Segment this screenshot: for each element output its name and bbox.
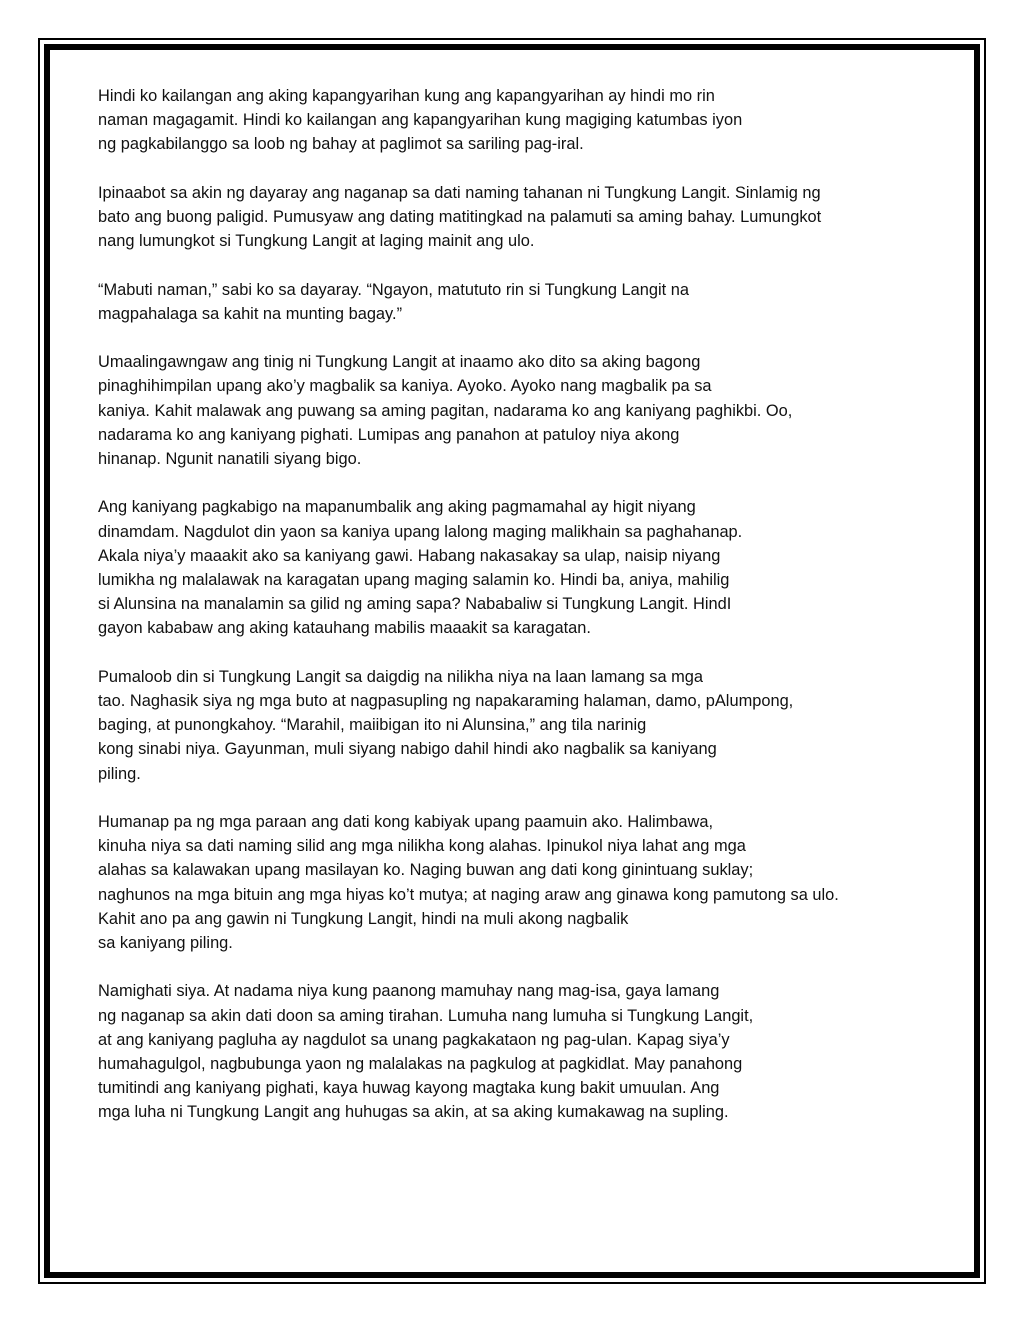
- text-line: Umaalingawngaw ang tinig ni Tungkung Langit at inaamo ako dito sa aking bagong: [98, 353, 701, 372]
- text-line: magpahalaga sa kahit na munting bagay.”: [98, 304, 403, 323]
- text-line: Akala niya’y maaakit ako sa kaniyang gawi. Habang nakasakay sa ulap, naisip niyang: [98, 546, 721, 565]
- text-line: naghunos na mga bituin ang mga hiyas ko’t mutya; at naging araw ang ginawa kong pamutong sa ulo.: [98, 885, 839, 904]
- text-line: alahas sa kalawakan upang masilayan ko. Naging buwan ang dati kong ginintuang suklay;: [98, 861, 754, 880]
- paragraph-8: [98, 979, 968, 1124]
- paragraph-7: [98, 810, 968, 955]
- text-line: lumikha ng malalawak na karagatan upang maging salamin ko. Hindi ba, aniya, mahilig: [98, 571, 730, 589]
- text-line: humahagulgol, nagbubunga yaon ng malalakas na pagkulog at pagkidlat. May panahong: [98, 1055, 743, 1074]
- text-line: hinanap. Ngunit nanatili siyang bigo.: [98, 450, 362, 468]
- text-line: Namighati siya. At nadama niya kung paanong mamuhay nang mag-isa, gaya lamang: [98, 982, 720, 1001]
- text-line: Ang kaniyang pagkabigo na mapanumbalik ang aking pagmamahal ay higit niyang: [98, 498, 696, 517]
- text-line: gayon kababaw ang aking katauhang mabilis maaakit sa karagatan.: [98, 619, 591, 638]
- text-line: tumitindi ang kaniyang pighati, kaya huwag kayong magtaka kung bakit umuulan. Ang: [98, 1079, 720, 1098]
- text-line: kinuha niya sa dati naming silid ang mga nilikha kong alahas. Ipinukol niya lahat ang mga: [98, 837, 746, 856]
- text-line: baging, at punongkahoy. “Marahil, maiibigan ito ni Alunsina,” ang tila narinig: [98, 716, 647, 735]
- text-line: nang lumungkot si Tungkung Langit at laging mainit ang ulo.: [98, 232, 535, 251]
- text-line: Hindi ko kailangan ang aking kapangyarihan kung ang kapangyarihan ay hindi mo rin: [98, 87, 715, 105]
- paragraph-5: [98, 495, 968, 640]
- text-line: mga luha ni Tungkung Langit ang huhugas sa akin, at sa aking kumakawag na supling.: [98, 1103, 729, 1122]
- text-line: nadarama ko ang kaniyang pighati. Lumipas ang panahon at patuloy niya akong: [98, 425, 680, 444]
- paragraph-3: [98, 278, 968, 326]
- text-line: ng pagkabilanggo sa loob ng bahay at paglimot sa sariling pag-iral.: [98, 135, 584, 154]
- text-line: at ang kaniyang pagluha ay nagdulot sa unang pagkakataon ng pag-ulan. Kapag siya’y: [98, 1030, 730, 1049]
- text-line: Ipinaabot sa akin ng dayaray ang naganap sa dati naming tahanan ni Tungkung Langit. Sinlamig ng: [98, 183, 821, 202]
- text-line: bato ang buong paligid. Pumusyaw ang dating matitingkad na palamuti sa aming bahay. Lumungkot: [98, 208, 822, 226]
- text-line: sa kaniyang piling.: [98, 934, 233, 953]
- document-body: [98, 84, 968, 1149]
- text-line: si Alunsina na manalamin sa gilid ng aming sapa? Nababaliw si Tungkung Langit. HindI: [98, 595, 732, 614]
- text-line: “Mabuti naman,” sabi ko sa dayaray. “Ngayon, matututo rin si Tungkung Langit na: [98, 280, 689, 299]
- paragraph-2: [98, 181, 968, 254]
- text-line: naman magagamit. Hindi ko kailangan ang kapangyarihan kung magiging katumbas iyon: [98, 111, 743, 130]
- text-line: kong sinabi niya. Gayunman, muli siyang nabigo dahil hindi ako nagbalik sa kaniyang: [98, 740, 717, 759]
- text-line: Pumaloob din si Tungkung Langit sa daigdig na nilikha niya na laan lamang sa mga: [98, 667, 704, 686]
- paragraph-6: [98, 665, 968, 786]
- text-line: tao. Naghasik siya ng mga buto at nagpasupling ng napakaraming halaman, damo, pAlumpong,: [98, 692, 794, 710]
- text-line: Kahit ano pa ang gawin ni Tungkung Langit, hindi na muli akong nagbalik: [98, 909, 629, 928]
- text-line: pinaghihimpilan upang ako’y magbalik sa kaniya. Ayoko. Ayoko nang magbalik pa sa: [98, 377, 712, 396]
- text-line: piling.: [98, 764, 141, 783]
- text-line: kaniya. Kahit malawak ang puwang sa aming pagitan, nadarama ko ang kaniyang paghikbi. Oo,: [98, 401, 793, 420]
- text-line: Humanap pa ng mga paraan ang dati kong kabiyak upang paamuin ako. Halimbawa,: [98, 813, 714, 831]
- text-line: ng naganap sa akin dati doon sa aming tirahan. Lumuha nang lumuha si Tungkung Langit,: [98, 1006, 754, 1025]
- text-line: dinamdam. Nagdulot din yaon sa kaniya upang lalong maging malikhain sa paghahanap.: [98, 522, 743, 541]
- paragraph-4: [98, 350, 968, 471]
- paragraph-1: [98, 84, 968, 157]
